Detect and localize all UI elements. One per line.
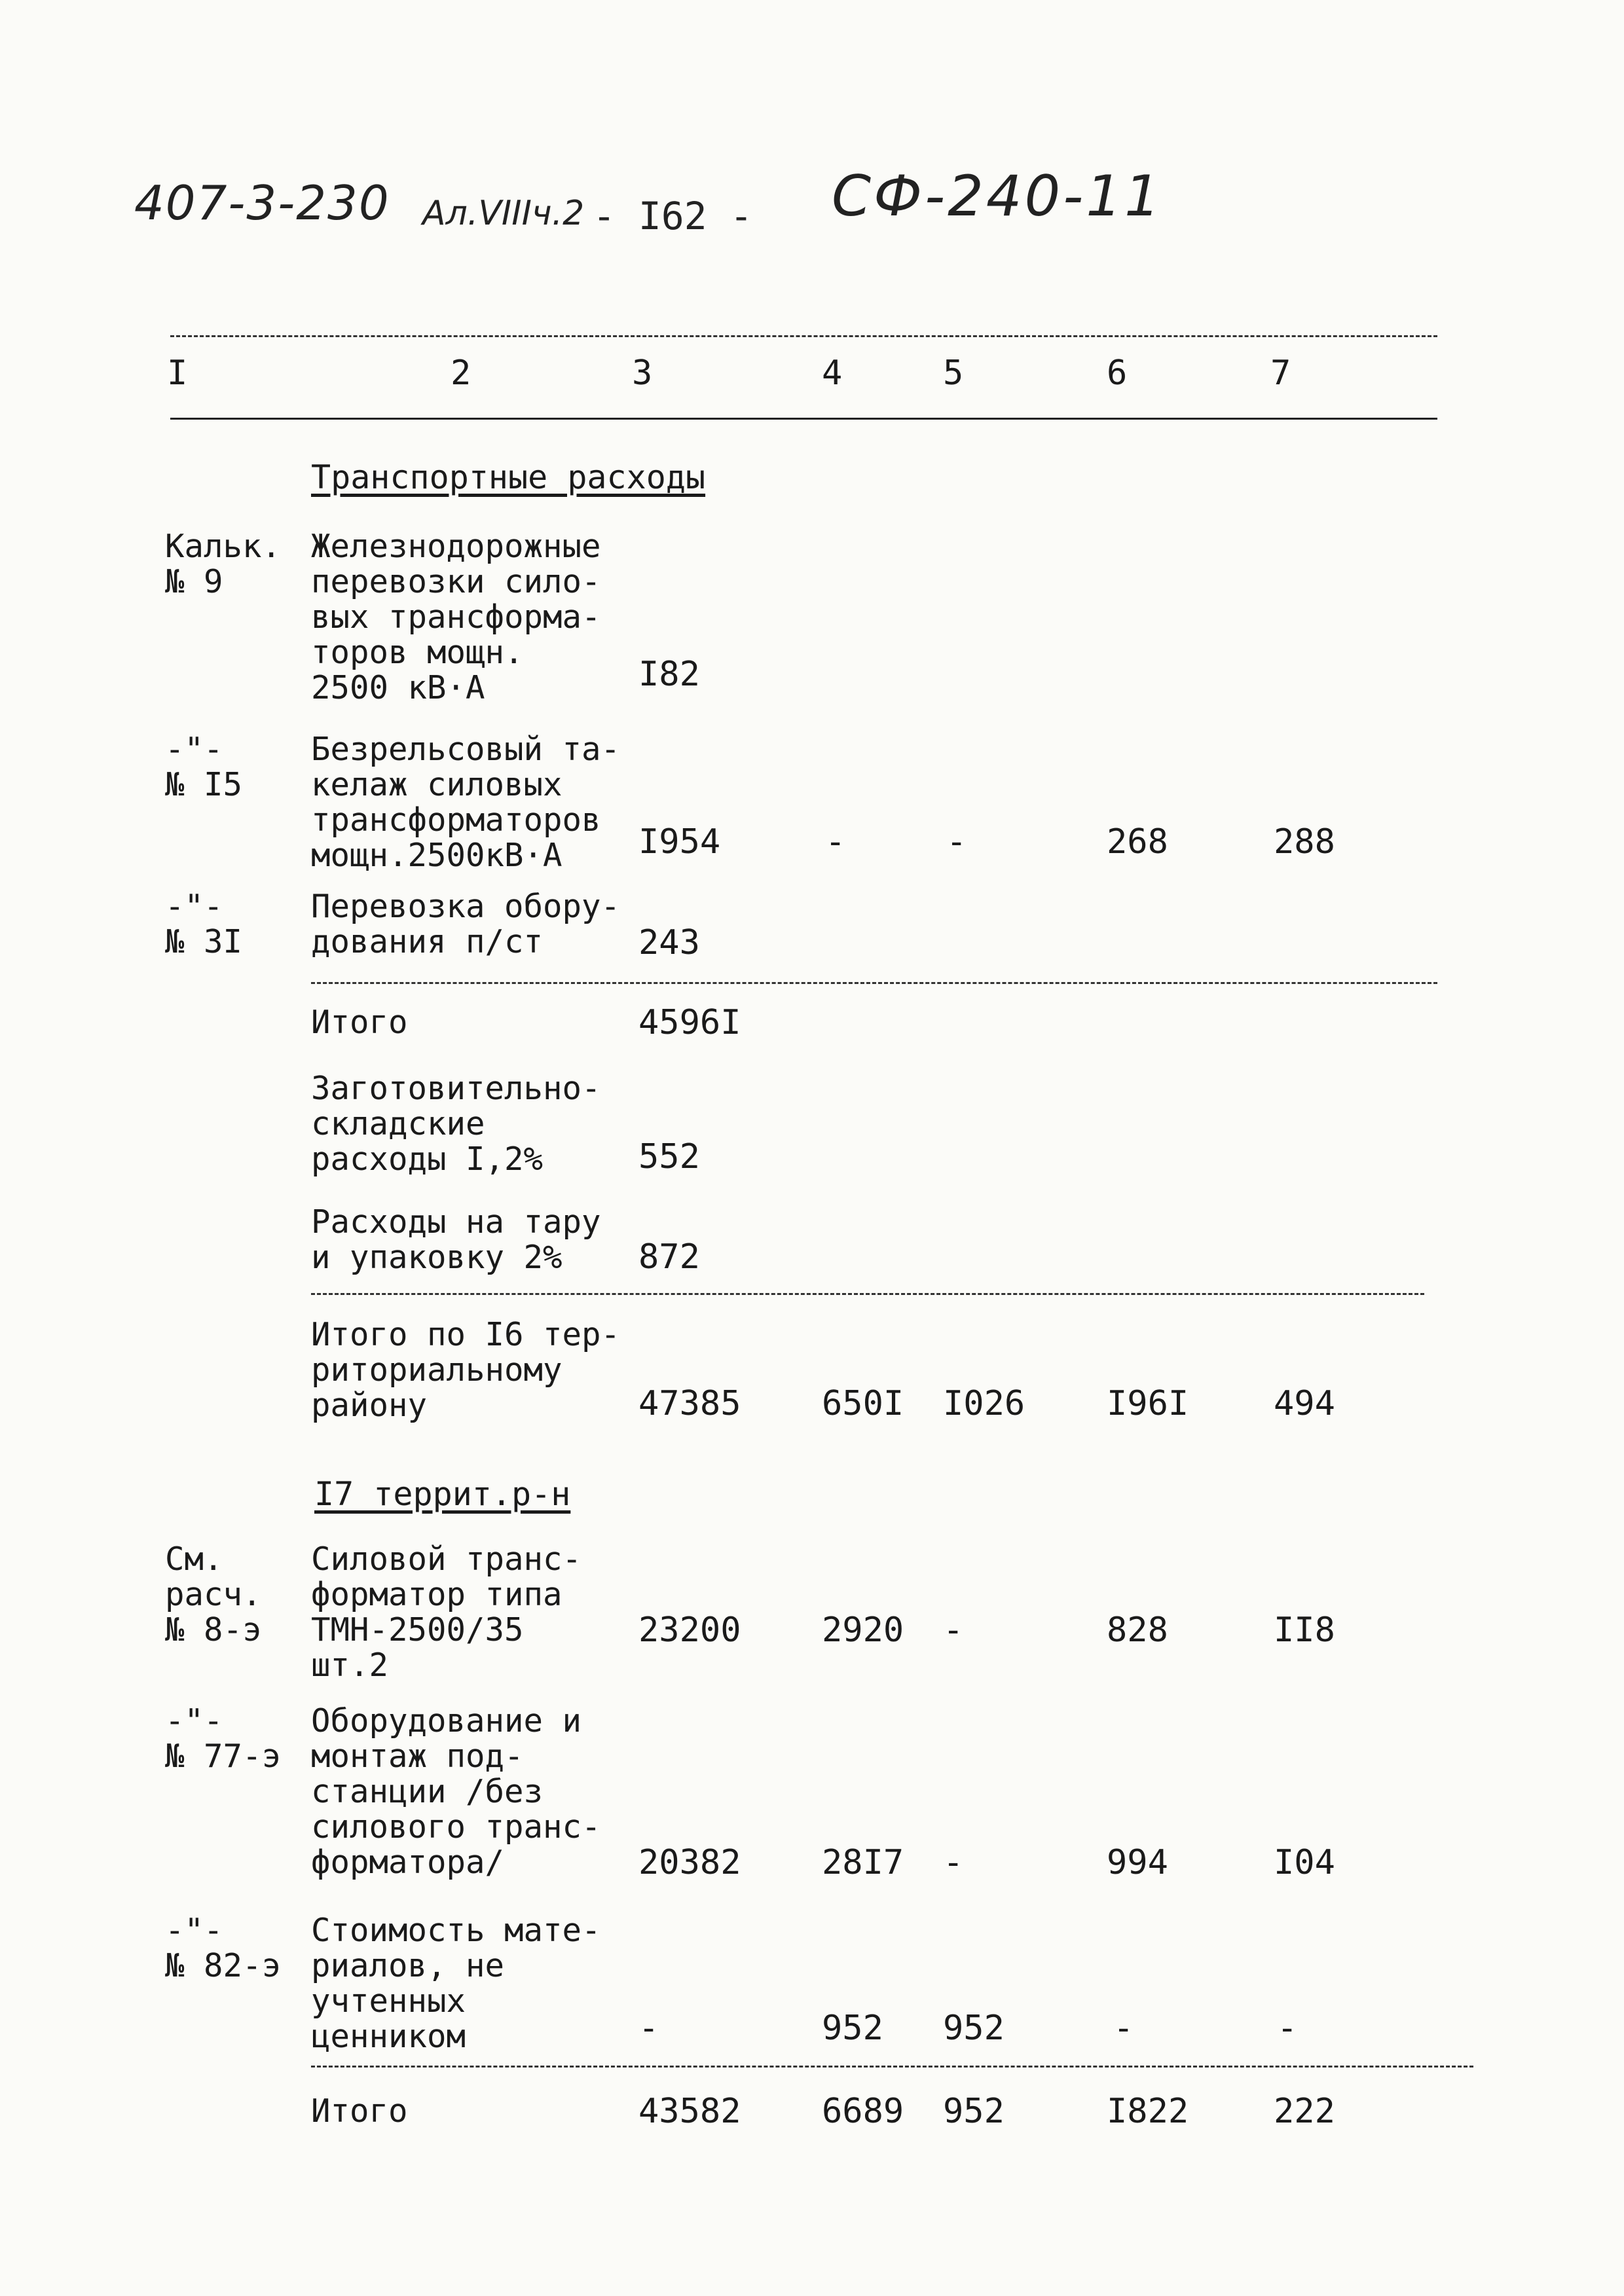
page-number: - I62 - <box>593 194 753 238</box>
row-c5: - <box>946 822 967 862</box>
row-description: Итого <box>311 2092 408 2130</box>
total-rule <box>311 2066 1473 2068</box>
row-c4: 952 <box>822 2009 883 2048</box>
row-description: Заготовительно- складские расходы I,2% <box>311 1070 601 1178</box>
row-description: Оборудование и монтаж под- станции /без силового транс- форматора/ <box>311 1702 601 1881</box>
row-ref: -"- № 77-э <box>165 1702 282 1775</box>
row-description: Итого <box>311 1004 408 1041</box>
row-c3: 23200 <box>638 1611 741 1650</box>
row-ref: См. расч. № 8-э <box>165 1540 262 1649</box>
row-c6: 268 <box>1107 822 1168 862</box>
row-description: Перевозка обору- дования п/ст <box>311 888 621 960</box>
row-description: Железнодорожные перевозки сило- вых трансформа- торов мощн. 2500 кВ·А <box>311 528 601 706</box>
row-c3: 243 <box>638 923 700 962</box>
row-c5: 952 <box>943 2009 1005 2048</box>
row-c3: 20382 <box>638 1843 741 1882</box>
row-c3: 47385 <box>638 1384 741 1423</box>
row-c3: - <box>638 2009 659 2048</box>
row-c3: I954 <box>638 822 721 862</box>
col-header-1: I <box>167 354 188 393</box>
row-c6: 828 <box>1107 1611 1168 1650</box>
col-header-6: 6 <box>1107 354 1128 393</box>
row-c7: 494 <box>1274 1384 1335 1423</box>
sheet-code: СФ-240-11 <box>832 164 1163 229</box>
row-c4: 2920 <box>822 1611 904 1650</box>
row-c6: - <box>1113 2009 1134 2048</box>
row-c3: I82 <box>638 655 700 694</box>
header-bottom-rule <box>170 418 1437 420</box>
section-title-territory: I7 террит.р-н <box>314 1475 571 1513</box>
row-c4: 6689 <box>822 2092 904 2131</box>
row-ref: Кальк. № 9 <box>165 528 282 600</box>
row-c5: - <box>943 1611 964 1650</box>
row-c7: 222 <box>1274 2092 1335 2131</box>
section-title-transport: Транспортные расходы <box>311 458 706 496</box>
row-c3: 872 <box>638 1237 700 1277</box>
col-header-5: 5 <box>943 354 964 393</box>
col-header-7: 7 <box>1270 354 1291 393</box>
row-description: Расходы на тару и упаковку 2% <box>311 1203 601 1276</box>
row-c7: - <box>1277 2009 1298 2048</box>
row-c3: 552 <box>638 1137 700 1176</box>
row-c3: 43582 <box>638 2092 741 2131</box>
row-description: Безрельсовый та- келаж силовых трансформаторов мощн.2500кВ·А <box>311 731 621 874</box>
subtotal-rule <box>311 1293 1424 1295</box>
row-ref: -"- № I5 <box>165 731 243 803</box>
row-c7: 288 <box>1274 822 1335 862</box>
row-c5: - <box>943 1843 964 1882</box>
row-c4: 28I7 <box>822 1843 904 1882</box>
doc-code: 407-3-230 <box>134 175 390 230</box>
row-c6: I822 <box>1107 2092 1189 2131</box>
row-c6: I96I <box>1107 1384 1189 1423</box>
row-c7: II8 <box>1274 1611 1335 1650</box>
row-c5: 952 <box>943 2092 1005 2131</box>
album-ref: Ал.VIIIч.2 <box>422 194 585 233</box>
header-top-rule <box>170 335 1437 337</box>
row-c3: 4596I <box>638 1003 741 1042</box>
row-ref: -"- № 82-э <box>165 1912 282 1984</box>
subtotal-rule <box>311 982 1437 984</box>
row-c4: 650I <box>822 1384 904 1423</box>
col-header-2: 2 <box>451 354 471 393</box>
col-header-3: 3 <box>632 354 653 393</box>
col-header-4: 4 <box>822 354 843 393</box>
row-c4: - <box>825 822 846 862</box>
row-description: Итого по I6 тер- риториальному району <box>311 1316 621 1424</box>
row-description: Стоимость мате- риалов, не учтенных ценником <box>311 1912 601 2055</box>
row-c7: I04 <box>1274 1843 1335 1882</box>
row-ref: -"- № 3I <box>165 888 243 960</box>
row-description: Силовой транс- форматор типа ТМН-2500/35 шт.2 <box>311 1540 582 1684</box>
row-c6: 994 <box>1107 1843 1168 1882</box>
row-c5: I026 <box>943 1384 1025 1423</box>
